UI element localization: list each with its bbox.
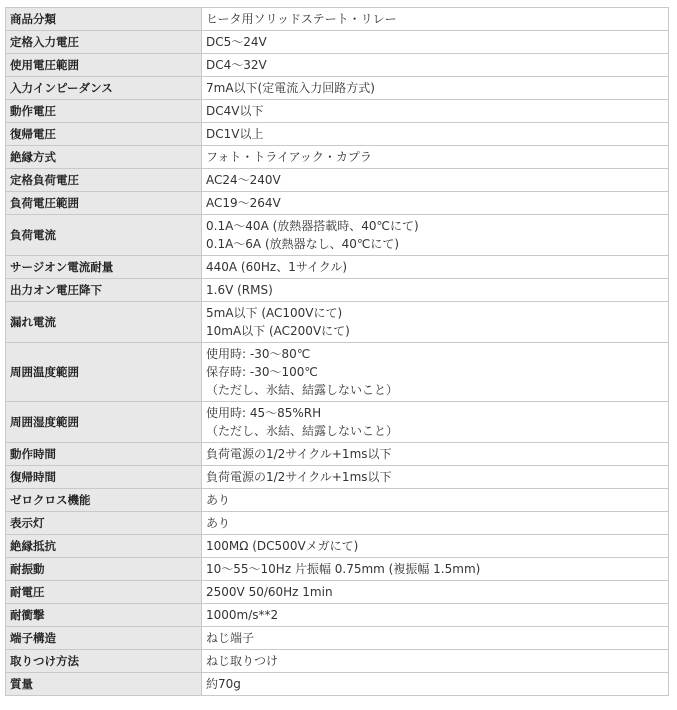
spec-row	[6, 215, 669, 256]
spec-row	[6, 489, 669, 512]
spec-value	[202, 443, 669, 466]
spec-value-line: 1.6V (RMS)	[206, 283, 273, 297]
spec-value-line: AC24～240V	[206, 173, 281, 187]
spec-value-line: 5mA以下 (AC100Vにて)	[206, 306, 343, 320]
spec-value	[202, 673, 669, 696]
spec-value	[202, 302, 669, 343]
spec-label: 耐振動	[6, 558, 202, 581]
spec-value	[202, 535, 669, 558]
spec-value-line: （ただし、氷結、結露しないこと）	[206, 424, 399, 438]
spec-label: 周囲温度範囲	[6, 343, 202, 402]
spec-value-line: DC5～24V	[206, 35, 267, 49]
spec-value	[202, 466, 669, 489]
spec-value-line: 10mA以下 (AC200Vにて)	[206, 324, 350, 338]
spec-value-line: あり	[206, 493, 231, 507]
spec-row	[6, 673, 669, 696]
spec-value-line: ねじ端子	[206, 631, 255, 645]
spec-row	[6, 77, 669, 100]
spec-label: 使用電圧範囲	[6, 54, 202, 77]
spec-value-line: 100MΩ (DC500Vメガにて)	[206, 539, 359, 553]
spec-value-line: 10～55～10Hz 片振幅 0.75mm (複振幅 1.5mm)	[206, 562, 481, 576]
spec-label: 出力オン電圧降下	[6, 279, 202, 302]
spec-value-line: 0.1A～40A (放熱器搭載時、40℃にて)	[206, 219, 419, 233]
spec-value	[202, 169, 669, 192]
spec-row	[6, 169, 669, 192]
spec-value	[202, 215, 669, 256]
spec-label: 動作時間	[6, 443, 202, 466]
spec-label: 復帰電圧	[6, 123, 202, 146]
spec-value	[202, 123, 669, 146]
spec-row	[6, 54, 669, 77]
spec-value-line: 負荷電源の1/2サイクル+1ms以下	[206, 447, 392, 461]
spec-value-line: 負荷電源の1/2サイクル+1ms以下	[206, 470, 392, 484]
spec-label: 漏れ電流	[6, 302, 202, 343]
spec-row	[6, 466, 669, 489]
spec-label: サージオン電流耐量	[6, 256, 202, 279]
spec-value-line: AC19～264V	[206, 196, 281, 210]
spec-value-line: フォト・トライアック・カプラ	[206, 150, 372, 164]
spec-label: 定格負荷電圧	[6, 169, 202, 192]
spec-row	[6, 123, 669, 146]
spec-label: 負荷電圧範囲	[6, 192, 202, 215]
spec-label: 耐電圧	[6, 581, 202, 604]
spec-value	[202, 31, 669, 54]
spec-value	[202, 8, 669, 31]
spec-value-line: （ただし、氷結、結露しないこと）	[206, 383, 399, 397]
spec-value	[202, 402, 669, 443]
spec-value	[202, 581, 669, 604]
spec-value	[202, 146, 669, 169]
spec-value-line: 440A (60Hz、1サイクル)	[206, 260, 348, 274]
spec-row	[6, 343, 669, 402]
spec-value	[202, 77, 669, 100]
spec-row	[6, 443, 669, 466]
spec-row	[6, 256, 669, 279]
spec-table	[5, 7, 669, 696]
spec-label: 質量	[6, 673, 202, 696]
spec-label: 負荷電流	[6, 215, 202, 256]
spec-row	[6, 402, 669, 443]
spec-value-line: あり	[206, 516, 231, 530]
spec-row	[6, 279, 669, 302]
spec-value-line: 2500V 50/60Hz 1min	[206, 585, 333, 599]
spec-row	[6, 650, 669, 673]
spec-value-line: DC4～32V	[206, 58, 267, 72]
spec-label: 端子構造	[6, 627, 202, 650]
spec-value-line: 使用時: -30～80℃	[206, 347, 311, 361]
spec-value	[202, 650, 669, 673]
spec-label: 表示灯	[6, 512, 202, 535]
spec-label: 復帰時間	[6, 466, 202, 489]
spec-label: 取りつけ方法	[6, 650, 202, 673]
spec-value-line: DC4V以下	[206, 104, 264, 118]
spec-row	[6, 100, 669, 123]
spec-value	[202, 256, 669, 279]
spec-value	[202, 54, 669, 77]
spec-value-line: ねじ取りつけ	[206, 654, 279, 668]
spec-label: 絶縁抵抗	[6, 535, 202, 558]
spec-label: 入力インピーダンス	[6, 77, 202, 100]
spec-row	[6, 146, 669, 169]
spec-value-line: 使用時: 45～85%RH	[206, 406, 322, 420]
spec-row	[6, 512, 669, 535]
spec-value	[202, 100, 669, 123]
spec-row	[6, 192, 669, 215]
spec-value-line: 保存時: -30～100℃	[206, 365, 318, 379]
spec-value	[202, 604, 669, 627]
spec-value-line: DC1V以上	[206, 127, 264, 141]
spec-row	[6, 31, 669, 54]
spec-value	[202, 192, 669, 215]
spec-label: 耐衝撃	[6, 604, 202, 627]
spec-value-line: 7mA以下(定電流入力回路方式)	[206, 81, 375, 95]
spec-label: 周囲湿度範囲	[6, 402, 202, 443]
spec-value	[202, 512, 669, 535]
spec-label: ゼロクロス機能	[6, 489, 202, 512]
spec-value-line: 0.1A～6A (放熱器なし、40℃にて)	[206, 237, 400, 251]
spec-value	[202, 279, 669, 302]
spec-value-line: 1000m/s**2	[206, 608, 279, 622]
spec-value	[202, 558, 669, 581]
spec-value-line: 約70g	[206, 677, 241, 691]
spec-value	[202, 489, 669, 512]
spec-value-line: ヒータ用ソリッドステート・リレー	[206, 12, 397, 26]
spec-row	[6, 8, 669, 31]
spec-label: 商品分類	[6, 8, 202, 31]
spec-row	[6, 558, 669, 581]
spec-row	[6, 604, 669, 627]
spec-label: 動作電圧	[6, 100, 202, 123]
spec-row	[6, 581, 669, 604]
spec-row	[6, 627, 669, 650]
spec-value	[202, 627, 669, 650]
spec-row	[6, 302, 669, 343]
spec-label: 定格入力電圧	[6, 31, 202, 54]
spec-label: 絶縁方式	[6, 146, 202, 169]
spec-table-body	[6, 8, 669, 696]
spec-value	[202, 343, 669, 402]
spec-row	[6, 535, 669, 558]
